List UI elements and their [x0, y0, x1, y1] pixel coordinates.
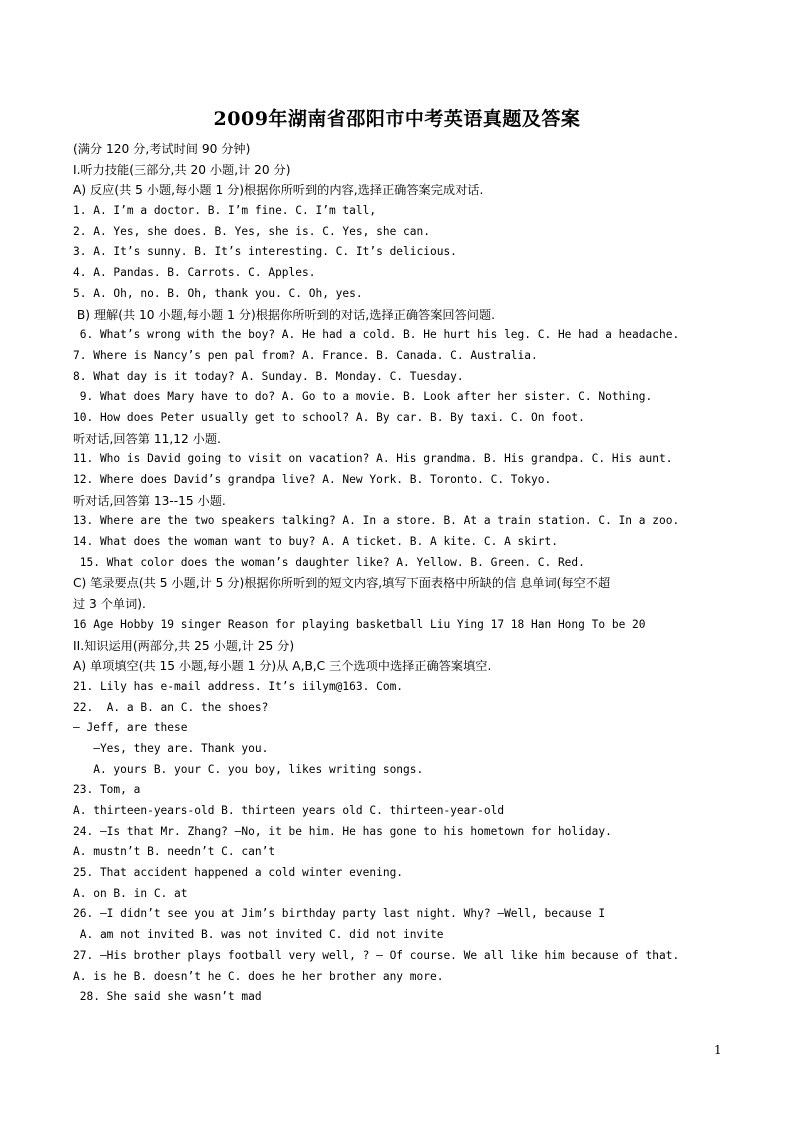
- page-title: 2009年湖南省邵阳市中考英语真题及答案: [213, 108, 581, 130]
- text-line: 7. Where is Nancy’s pen pal from? A. France. B. Canada. C. Australia.: [73, 348, 538, 362]
- text-line: (满分 120 分,考试时间 90 分钟): [73, 142, 251, 156]
- text-line: B) 理解(共 10 小题,每小题 1 分)根据你所听到的对话,选择正确答案回答问题.: [73, 307, 496, 322]
- text-line: A. on B. in C. at: [73, 886, 188, 900]
- text-line: A. yours B. your C. you boy, likes writing songs.: [73, 762, 424, 776]
- text-line: 10. How does Peter usually get to school? A. By car. B. By taxi. C. On foot.: [73, 410, 585, 424]
- text-line: —Yes, they are. Thank you.: [73, 741, 269, 755]
- text-line: A) 反应(共 5 小题,每小题 1 分)根据你所听到的内容,选择正确答案完成对话.: [73, 183, 484, 198]
- document-body: [73, 139, 733, 1008]
- text-line: 21. Lily has e-mail address. It’s iilym@163. Com.: [73, 679, 404, 693]
- text-line: 听对话,回答第 11,12 小题.: [73, 431, 221, 446]
- text-line: 过 3 个单词).: [73, 597, 146, 612]
- text-line: I.听力技能(三部分,共 20 小题,计 20 分): [73, 162, 291, 177]
- text-line: 28. She said she wasn’t mad: [73, 990, 262, 1004]
- text-line: 23. Tom, a: [73, 783, 141, 797]
- text-line: 4. A. Pandas. B. Carrots. C. Apples.: [73, 266, 316, 280]
- text-line: 3. A. It’s sunny. B. It’s interesting. C. It’s delicious.: [73, 245, 457, 259]
- page-number: 1: [714, 1043, 722, 1057]
- text-line: — Jeff, are these: [73, 721, 188, 735]
- text-line: A. mustn’t B. needn’t C. can’t: [73, 845, 276, 859]
- text-line: 14. What does the woman want to buy? A. A ticket. B. A kite. C. A skirt.: [73, 535, 558, 549]
- text-line: 1. A. I’m a doctor. B. I’m fine. C. I’m tall,: [73, 204, 377, 218]
- text-line: 15. What color does the woman’s daughter like? A. Yellow. B. Green. C. Red.: [73, 555, 585, 569]
- text-line: A. thirteen-years-old B. thirteen years old C. thirteen-year-old: [73, 804, 505, 817]
- text-line: 24. —Is that Mr. Zhang? —No, it be him. He has gone to his hometown for holiday.: [73, 824, 612, 838]
- text-line: 26. —I didn’t see you at Jim’s birthday party last night. Why? —Well, because I: [73, 907, 606, 921]
- text-line: 25. That accident happened a cold winter evening.: [73, 866, 404, 880]
- text-line: 12. Where does David’s grandpa live? A. New York. B. Toronto. C. Tokyo.: [73, 473, 552, 486]
- text-line: 16 Age Hobby 19 singer Reason for playing basketball Liu Ying 17 18 Han Hong To be 20: [73, 617, 646, 631]
- text-line: 听对话,回答第 13--15 小题.: [73, 493, 226, 508]
- text-line: A. am not invited B. was not invited C. did not invite: [73, 928, 444, 942]
- text-line: A. is he B. doesn’t he C. does he her brother any more.: [73, 969, 444, 983]
- text-line: C) 笔录要点(共 5 小题,计 5 分)根据你所听到的短文内容,填写下面表格中所缺的信 息单词(每空不超: [73, 576, 611, 591]
- text-line: 5. A. Oh, no. B. Oh, thank you. C. Oh, yes.: [73, 286, 363, 300]
- text-line: A) 单项填空(共 15 小题,每小题 1 分)从 A,B,C 三个选项中选择正确答案填空.: [73, 659, 492, 674]
- text-line: 22. A. a B. an C. the shoes?: [73, 700, 269, 714]
- text-line: 6. What’s wrong with the boy? A. He had a cold. B. He hurt his leg. C. He had a headache.: [73, 328, 680, 342]
- text-line: 8. What day is it today? A. Sunday. B. Monday. C. Tuesday.: [73, 369, 464, 383]
- text-line: 9. What does Mary have to do? A. Go to a movie. B. Look after her sister. C. Nothing.: [73, 390, 653, 404]
- text-line: 11. Who is David going to visit on vacation? A. His grandma. B. His grandpa. C. His aunt.: [73, 452, 673, 466]
- text-line: 27. —His brother plays football very well, ? — Of course. We all like him because of that.: [73, 948, 680, 962]
- text-line: 13. Where are the two speakers talking? A. In a store. B. At a train station. C. In a zoo.: [73, 514, 680, 528]
- text-line: II.知识运用(两部分,共 25 小题,计 25 分): [73, 638, 295, 653]
- text-line: 2. A. Yes, she does. B. Yes, she is. C. Yes, she can.: [73, 224, 430, 238]
